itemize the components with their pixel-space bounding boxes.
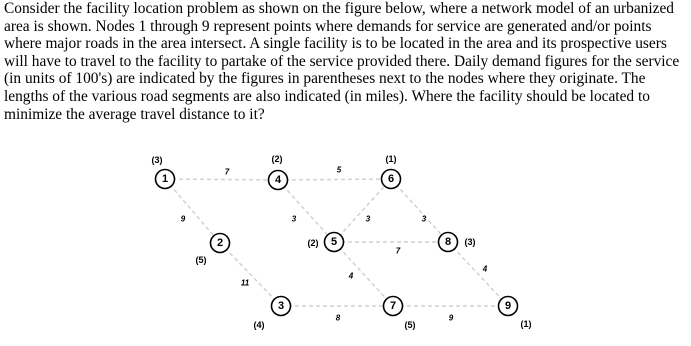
edge-4-5 <box>278 180 334 242</box>
node-7 <box>384 297 403 316</box>
edge-5-7 <box>334 242 393 306</box>
edge-5-6 <box>334 179 391 242</box>
node-1 <box>156 170 175 189</box>
edge-length-7-9: 9 <box>448 313 454 323</box>
demand-node-4: (2) <box>271 154 283 164</box>
edge-length-1-2: 9 <box>180 214 186 224</box>
edge-6-8 <box>391 179 448 242</box>
edge-length-1-4: 7 <box>224 167 230 177</box>
demand-node-6: (1) <box>385 154 397 164</box>
edge-1-2 <box>165 179 220 243</box>
node-4 <box>269 171 288 190</box>
demand-node-9: (1) <box>520 319 532 329</box>
node-6-label: 6 <box>387 173 395 185</box>
edge-length-6-8: 3 <box>421 214 427 224</box>
node-4-label: 4 <box>274 174 282 186</box>
problem-statement: Consider the facility location problem as shown on the figure below, where a network model of an urbanized area is shown. Nodes 1 through 9 represent points where demands for service are generated and/or points where major roads in the area intersect. A single facility is to be located in the area and its prospective users will have to travel to the facility to partake of the service provided there. Daily demand figures for the service (in units of 100's) are indicated by the figures in parentheses next to the nodes where they originate. The lengths of the various road segments are also indicated (in miles). Where the facility should be located to minimize the average travel distance to it? <box>4 0 680 123</box>
edge-1-4 <box>165 179 278 180</box>
node-5-label: 5 <box>330 236 338 248</box>
node-6 <box>382 170 401 189</box>
node-2-label: 2 <box>216 237 224 249</box>
node-8 <box>439 233 458 252</box>
edge-length-2-3: 11 <box>240 278 250 288</box>
node-1-label: 1 <box>161 173 169 185</box>
node-3-label: 3 <box>277 300 285 312</box>
node-5 <box>325 233 344 252</box>
node-9-label: 9 <box>504 300 512 312</box>
demand-node-1: (3) <box>151 155 163 165</box>
edge-8-9 <box>448 242 508 306</box>
node-2 <box>211 234 230 253</box>
edge-4-6 <box>278 179 391 180</box>
node-3 <box>272 297 291 316</box>
edge-length-3-7: 8 <box>335 313 341 323</box>
edge-length-5-6: 3 <box>365 214 371 224</box>
edge-length-4-6: 5 <box>336 165 342 175</box>
demand-node-8: (3) <box>464 237 476 247</box>
edge-length-4-5: 3 <box>291 214 297 224</box>
edge-length-5-8: 7 <box>395 246 401 256</box>
node-7-label: 7 <box>389 300 397 312</box>
node-8-label: 8 <box>444 236 452 248</box>
demand-node-3: (4) <box>253 320 265 330</box>
demand-node-7: (5) <box>404 320 416 330</box>
demand-node-5: (2) <box>307 238 319 248</box>
edge-2-3 <box>220 243 281 306</box>
edge-length-8-9: 4 <box>482 264 488 274</box>
node-9 <box>499 297 518 316</box>
demand-node-2: (5) <box>195 255 207 265</box>
edge-length-5-7: 4 <box>348 271 354 281</box>
